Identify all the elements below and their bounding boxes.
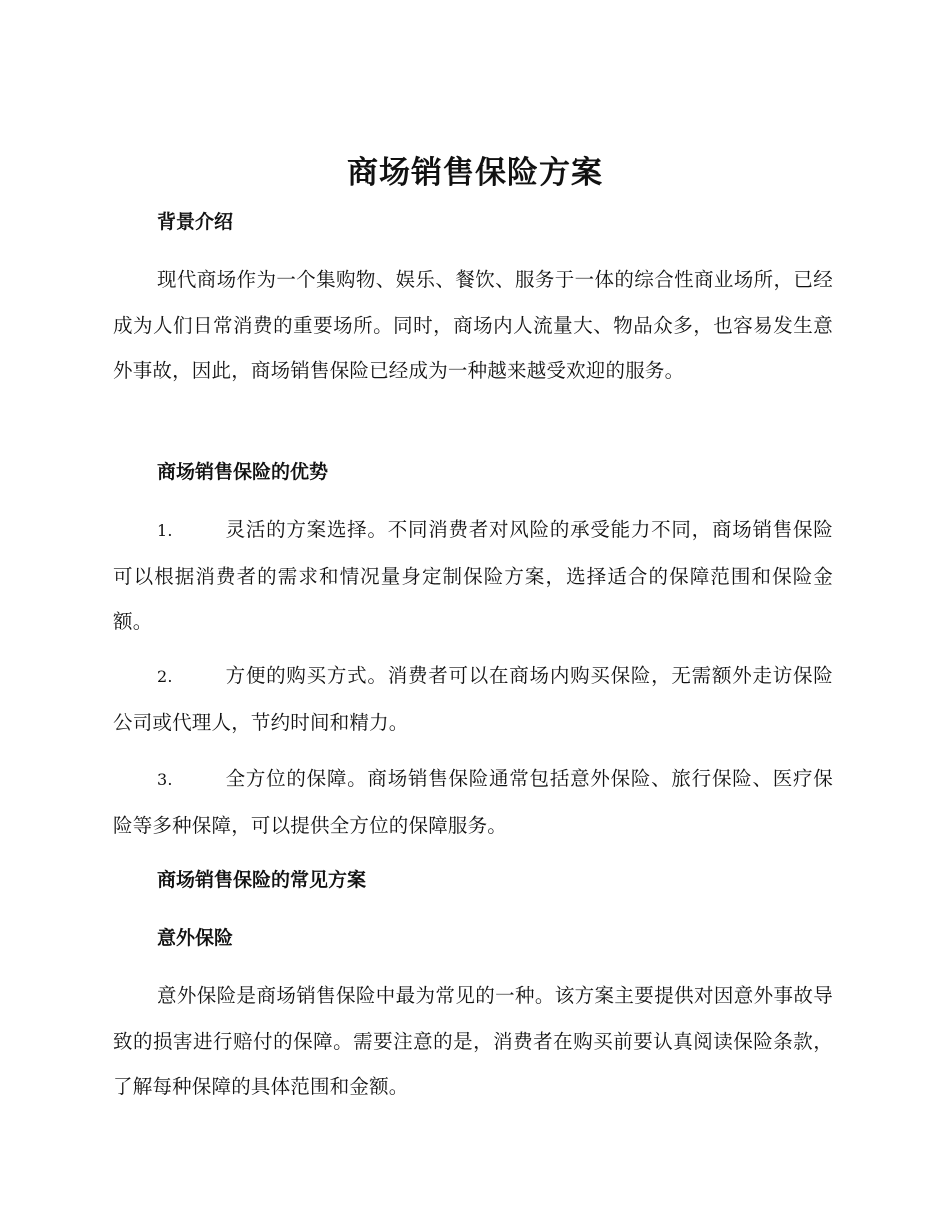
document-title: 商场销售保险方案	[347, 155, 603, 191]
section-heading-common-plans: 商场销售保险的常见方案	[157, 869, 367, 891]
list-number: 1.	[157, 521, 173, 540]
section-heading-background: 背景介绍	[157, 211, 234, 233]
list-item-text: 全方位的保障。商场销售保险通常包括意外保险、旅行保险、医疗保险等多种保障，可以提供全方位的保障服务。	[113, 767, 833, 837]
advantage-list-item-3	[113, 756, 833, 848]
advantage-list-item-1	[113, 507, 833, 645]
list-item-text: 方便的购买方式。消费者可以在商场内购买保险，无需额外走访保险公司或代理人，节约时间和精力。	[113, 664, 833, 734]
list-number: 2.	[157, 667, 173, 686]
accident-insurance-paragraph: 意外保险是商场销售保险中最为常见的一种。该方案主要提供对因意外事故导致的损害进行赔付的保障。需要注意的是，消费者在购买前要认真阅读保险条款，了解每种保障的具体范围和金额。	[113, 984, 833, 1098]
list-item-text: 灵活的方案选择。不同消费者对风险的承受能力不同，商场销售保险可以根据消费者的需求和情况量身定制保险方案，选择适合的保障范围和保险金额。	[113, 518, 833, 633]
section-heading-advantages: 商场销售保险的优势	[157, 461, 329, 483]
section-heading-accident-insurance: 意外保险	[157, 927, 234, 949]
background-paragraph: 现代商场作为一个集购物、娱乐、餐饮、服务于一体的综合性商业场所，已经成为人们日常消费的重要场所。同时，商场内人流量大、物品众多，也容易发生意外事故，因此，商场销售保险已经成为一种越来越受欢迎的服务。	[113, 268, 833, 382]
list-number: 3.	[157, 770, 173, 789]
advantage-list-item-2	[113, 653, 833, 745]
